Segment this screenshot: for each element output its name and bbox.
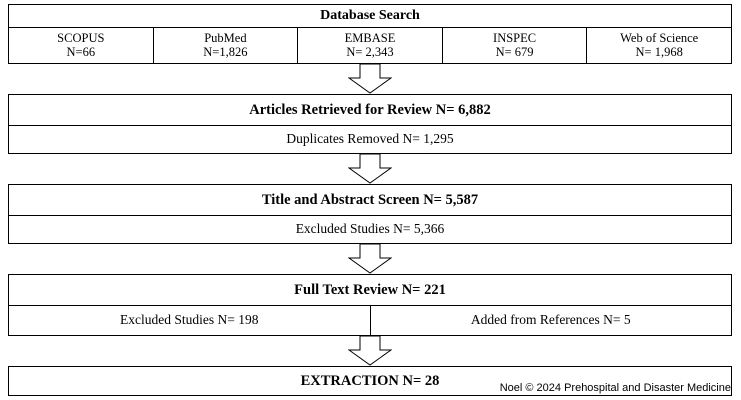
extraction-box: EXTRACTION N= 28 [8, 366, 732, 396]
stage-main-label: Title and Abstract Screen N= 5,587 [8, 184, 732, 216]
source-name: SCOPUS [57, 31, 105, 45]
source-count: N= 2,343 [346, 45, 394, 59]
stage-articles-retrieved [8, 94, 732, 154]
arrow-container-1 [8, 64, 732, 94]
down-arrow-icon [348, 154, 392, 184]
arrow-container-4 [8, 336, 732, 366]
excluded-studies-cell: Excluded Studies N= 198 [8, 306, 371, 336]
source-name: Web of Science [620, 31, 699, 45]
stage-main-label: Articles Retrieved for Review N= 6,882 [8, 94, 732, 126]
source-cell-embase [298, 28, 443, 64]
source-cell-pubmed [154, 28, 299, 64]
down-arrow-icon [348, 64, 392, 94]
source-name: EMBASE [344, 31, 396, 45]
source-name: INSPEC [493, 31, 537, 45]
stage-full-text-review [8, 274, 732, 336]
down-arrow-icon [348, 244, 392, 274]
prisma-flow-diagram [8, 4, 732, 396]
source-count: N=66 [66, 45, 96, 59]
source-count: N= 1,968 [635, 45, 683, 59]
copyright-credit: Noel © 2024 Prehospital and Disaster Medicine [499, 382, 731, 394]
database-sources-row [8, 28, 732, 64]
database-search-title: Database Search [8, 4, 732, 28]
source-name: PubMed [204, 31, 247, 45]
stage-sub-label: Duplicates Removed N= 1,295 [8, 126, 732, 154]
full-text-split-row [8, 306, 732, 336]
source-cell-web-of-science [587, 28, 732, 64]
source-cell-inspec [443, 28, 588, 64]
stage-sub-label: Excluded Studies N= 5,366 [8, 216, 732, 244]
stage-main-label: Full Text Review N= 221 [8, 274, 732, 306]
arrow-container-3 [8, 244, 732, 274]
added-from-references-cell: Added from References N= 5 [371, 306, 733, 336]
source-cell-scopus [8, 28, 154, 64]
down-arrow-icon [348, 336, 392, 366]
source-count: N= 679 [495, 45, 534, 59]
arrow-container-2 [8, 154, 732, 184]
source-count: N=1,826 [203, 45, 248, 59]
stage-title-abstract-screen [8, 184, 732, 244]
